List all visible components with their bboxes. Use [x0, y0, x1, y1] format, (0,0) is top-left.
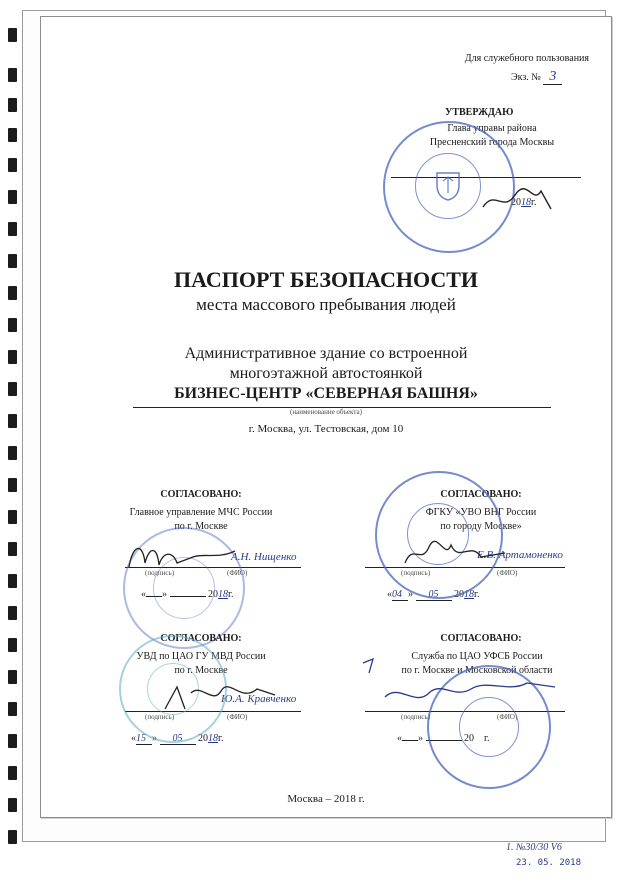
approval-signature [481, 185, 561, 215]
binder-hole [8, 478, 17, 492]
agreement-3-year: 18 [208, 733, 218, 744]
binder-hole [8, 830, 17, 844]
copy-prefix: Экз. № [511, 72, 541, 83]
approval-year-prefix: 20 [511, 197, 521, 208]
binder-hole [8, 190, 17, 204]
binder-hole [8, 318, 17, 332]
binder-hole [8, 414, 17, 428]
agreement-2-day: 04 [392, 589, 408, 601]
approval-line2: Пресненский города Москвы [429, 137, 555, 148]
approval-year: 18 [521, 197, 531, 208]
agreement-4-org-line2: по г. Москве и Московской области [401, 665, 553, 676]
agreement-3-day: 15 [136, 733, 152, 745]
approval-year-end: г. [531, 197, 537, 208]
agreement-4-caption-sign: (подпись) [401, 713, 431, 721]
agreement-3-heading: СОГЛАСОВАНО: [160, 633, 242, 644]
agreement-1-caption-sign: (подпись) [145, 569, 175, 577]
agreement-3-org-line2: по г. Москве [174, 665, 228, 676]
copy-number-value: 3 [543, 69, 562, 85]
binder-hole [8, 734, 17, 748]
agreement-2-year-end: г. [474, 589, 480, 600]
binder-hole [8, 350, 17, 364]
binder-hole [8, 222, 17, 236]
agreement-1-signature [123, 537, 243, 577]
binder-hole [8, 542, 17, 556]
copy-number [511, 69, 562, 85]
agreement-3-caption-name: (ФИО) [227, 713, 248, 721]
agreement-1-year-prefix: 20 [208, 589, 218, 600]
agreement-2-signature [401, 535, 511, 575]
binder-hole [8, 638, 17, 652]
binder-hole [8, 382, 17, 396]
binder-hole [8, 702, 17, 716]
agreement-1-org-line2: по г. Москве [174, 521, 228, 532]
binder-hole [8, 510, 17, 524]
approval-heading: УТВЕРЖДАЮ [445, 107, 514, 118]
coat-of-arms-icon [435, 171, 461, 201]
agreement-2-date: «04 » 05 2018г. [387, 589, 480, 600]
binder-hole [8, 28, 17, 42]
agreement-2-org-line2: по городу Москве» [440, 521, 522, 532]
agreement-3-signature [161, 679, 281, 719]
footer-city-year: Москва – 2018 г. [287, 793, 365, 805]
registration-number: 1. №30/30 V6 [506, 842, 562, 853]
agreement-4-signature [359, 653, 559, 713]
agreement-1-signatory: А.Н. Нищенко [231, 551, 297, 563]
agreement-2-caption-sign: (подпись) [401, 569, 431, 577]
registration-date: 23. 05. 2018 [516, 858, 582, 868]
agreement-1-year: 18 [218, 589, 228, 600]
agreement-2-month: 05 [416, 589, 452, 601]
agreement-1-org-line1: Главное управление МЧС России [129, 507, 273, 518]
agreement-3-org-line1: УВД по ЦАО ГУ МВД России [136, 651, 266, 662]
approval-line1: Глава управы района [447, 123, 537, 134]
agreement-3-year-prefix: 20 [198, 733, 208, 744]
agreement-2-year-prefix: 20 [454, 589, 464, 600]
binder-hole [8, 606, 17, 620]
agreement-3-caption-sign: (подпись) [145, 713, 175, 721]
agreement-4-year-prefix: 20 [464, 733, 474, 744]
restriction-label: Для служебного пользования [464, 53, 589, 64]
binder-hole [8, 286, 17, 300]
object-address: г. Москва, ул. Тестовская, дом 10 [248, 423, 404, 435]
agreement-4-caption-name: (ФИО) [497, 713, 518, 721]
binder-hole [8, 68, 17, 82]
binder-hole [8, 574, 17, 588]
agreement-1-caption-name: (ФИО) [227, 569, 248, 577]
document-title: ПАСПОРТ БЕЗОПАСНОСТИ [173, 267, 479, 292]
object-name: БИЗНЕС-ЦЕНТР «СЕВЕРНАЯ БАШНЯ» [174, 385, 478, 402]
agreement-3-signatory: Ю.А. Кравченко [221, 693, 297, 705]
binder-hole [8, 254, 17, 268]
agreement-4-heading: СОГЛАСОВАНО: [440, 633, 522, 644]
agreement-2-org-line1: ФГКУ «УВО ВНГ России [425, 507, 537, 518]
binder-hole [8, 128, 17, 142]
object-line2: многоэтажной автостоянкой [229, 365, 423, 382]
agreement-3-year-end: г. [218, 733, 224, 744]
agreement-2-heading: СОГЛАСОВАНО: [440, 489, 522, 500]
agreement-1-heading: СОГЛАСОВАНО: [160, 489, 242, 500]
agreement-4-day [402, 740, 418, 741]
agreement-2-year: 18 [464, 589, 474, 600]
agreement-4-date: « » 20 г. [397, 733, 490, 744]
agreement-2-caption-name: (ФИО) [497, 569, 518, 577]
object-name-caption: (наименование объекта) [290, 408, 362, 416]
binder-hole [8, 158, 17, 172]
agreement-4-year-end: г. [484, 733, 490, 744]
binder-hole [8, 670, 17, 684]
object-line1: Административное здание со встроенной [184, 345, 468, 362]
agreement-4-org-line1: Служба по ЦАО УФСБ России [411, 651, 543, 662]
binder-hole [8, 446, 17, 460]
agreement-1-year-end: г. [228, 589, 234, 600]
agreement-1-date: « » 2018г. [141, 589, 234, 600]
agreement-2-signatory: Е.В. Артамоненко [477, 549, 563, 561]
binder-hole [8, 798, 17, 812]
agreement-3-month: 05 [160, 733, 196, 745]
binder-hole [8, 766, 17, 780]
binder-hole [8, 98, 17, 112]
document-page [40, 16, 612, 818]
document-subtitle: места массового пребывания людей [196, 295, 456, 314]
agreement-3-date: «15 » 05 2018г. [131, 733, 224, 744]
